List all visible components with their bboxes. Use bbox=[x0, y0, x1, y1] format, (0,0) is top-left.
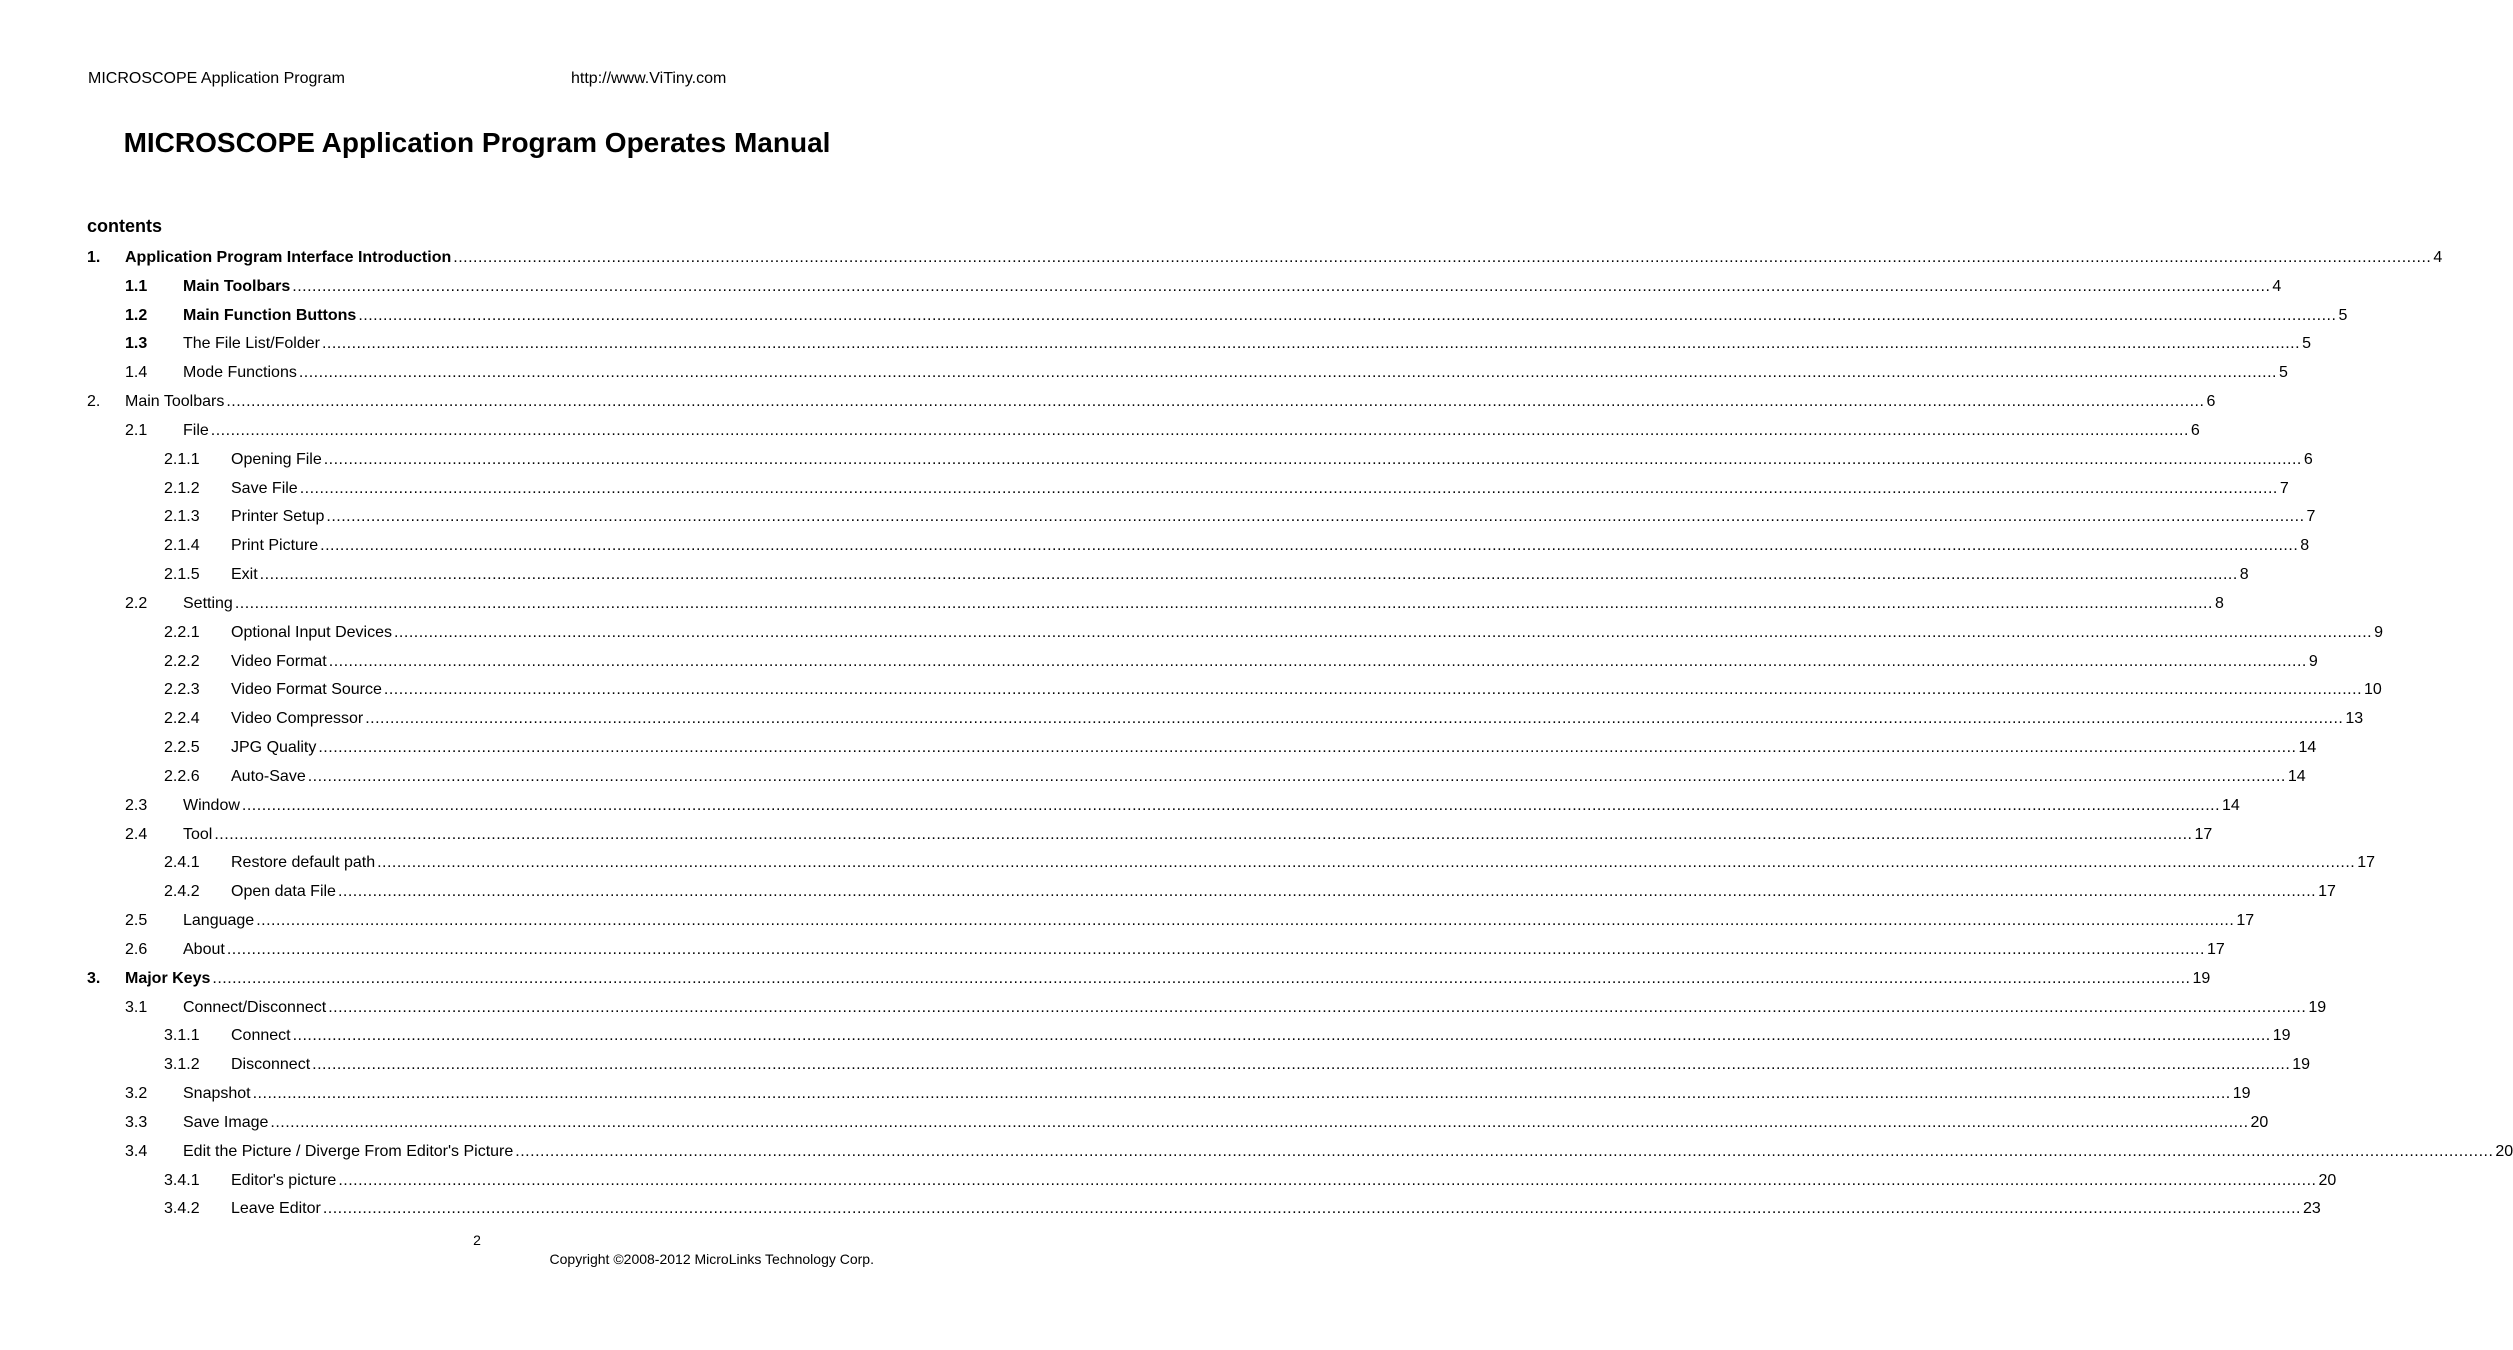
toc-entry[interactable] bbox=[0, 907, 2255, 936]
toc-leader-dots: ................................................................................................................................................................................................................................................................................................................................................................................................................ bbox=[292, 1027, 2271, 1045]
toc-entry-label: Save File bbox=[231, 479, 298, 497]
toc-entry-label: File bbox=[183, 421, 209, 439]
toc-leader-dots: ................................................................................................................................................................................................................................................................................................................................................................................................................ bbox=[338, 1171, 2317, 1189]
toc-leader-dots: ................................................................................................................................................................................................................................................................................................................................................................................................................ bbox=[383, 681, 2363, 699]
toc-entry[interactable] bbox=[0, 792, 2240, 821]
toc-entry-page: 14 bbox=[2287, 767, 2306, 785]
toc-entry-number: 2.1.5 bbox=[164, 566, 200, 584]
running-header-url[interactable]: http://www.ViTiny.com bbox=[571, 70, 727, 87]
toc-entry-page: 17 bbox=[2236, 912, 2255, 930]
toc-entry[interactable] bbox=[0, 532, 2310, 561]
toc-entry[interactable] bbox=[0, 849, 2376, 878]
toc-entry-number: 2.2.3 bbox=[164, 681, 200, 699]
toc-entry-label: Print Picture bbox=[231, 537, 319, 555]
toc-entry-page: 8 bbox=[2214, 594, 2224, 612]
toc-entry-page: 4 bbox=[2433, 249, 2443, 266]
toc-entry-label: Restore default path bbox=[231, 854, 376, 872]
toc-entry-label: Video Format Source bbox=[231, 681, 382, 699]
toc-entry[interactable] bbox=[0, 648, 2318, 677]
toc-entry-link[interactable] bbox=[231, 503, 2316, 532]
toc-leader-dots: ................................................................................................................................................................................................................................................................................................................................................................................................................ bbox=[312, 1056, 2291, 1074]
toc-entry-link[interactable] bbox=[231, 705, 2364, 734]
toc-entry-link[interactable] bbox=[125, 388, 2216, 417]
toc-leader-dots: ................................................................................................................................................................................................................................................................................................................................................................................................................ bbox=[365, 710, 2344, 728]
toc-entry-number: 3.2 bbox=[125, 1085, 148, 1103]
toc-entry-link[interactable] bbox=[183, 302, 2348, 331]
toc-entry-number: 2.5 bbox=[125, 912, 148, 930]
toc-entry[interactable] bbox=[0, 417, 2200, 446]
toc-entry[interactable] bbox=[0, 561, 2249, 590]
toc-leader-dots: ................................................................................................................................................................................................................................................................................................................................................................................................................ bbox=[256, 912, 2235, 930]
toc-entry-number: 2.2.1 bbox=[164, 623, 200, 641]
toc-entry-link[interactable] bbox=[231, 475, 2289, 504]
toc-entry-link[interactable] bbox=[125, 965, 2211, 994]
toc-entry-page: 6 bbox=[2206, 393, 2216, 411]
toc-entry-number: 2.4 bbox=[125, 825, 148, 843]
page-number: 2 bbox=[473, 1232, 481, 1248]
toc-entry[interactable] bbox=[0, 1022, 2291, 1051]
toc-entry-page: 14 bbox=[2222, 796, 2240, 814]
toc-entry-number: 3.4.1 bbox=[164, 1171, 200, 1189]
toc-entry-page: 10 bbox=[2364, 681, 2382, 699]
toc-entry-link[interactable] bbox=[231, 1022, 2291, 1051]
toc-leader-dots: ................................................................................................................................................................................................................................................................................................................................................................................................................ bbox=[318, 739, 2297, 757]
toc-entry-label: Main Function Buttons bbox=[183, 306, 357, 324]
toc-entry-label: About bbox=[183, 940, 225, 958]
toc-leader-dots: ................................................................................................................................................................................................................................................................................................................................................................................................................ bbox=[322, 1200, 2301, 1218]
toc-entry-label: Optional Input Devices bbox=[231, 623, 392, 641]
toc-entry-link[interactable] bbox=[183, 417, 2200, 446]
toc-entry-label: Exit bbox=[231, 566, 258, 584]
toc-entry-link[interactable] bbox=[231, 1051, 2311, 1080]
toc-entry[interactable] bbox=[0, 763, 2306, 792]
toc-entry-link[interactable] bbox=[183, 792, 2240, 821]
toc-entry-label: Opening File bbox=[231, 450, 322, 468]
toc-entry-page: 17 bbox=[2318, 883, 2336, 901]
toc-entry-number: 3.3 bbox=[125, 1113, 148, 1131]
toc-entry-label: Snapshot bbox=[183, 1085, 251, 1103]
toc-entry-page: 23 bbox=[2302, 1200, 2321, 1218]
toc-entry[interactable] bbox=[0, 273, 2282, 302]
toc-entry[interactable] bbox=[0, 619, 2384, 648]
toc-entry-page: 9 bbox=[2374, 623, 2384, 641]
toc-leader-dots: ................................................................................................................................................................................................................................................................................................................................................................................................................ bbox=[252, 1085, 2231, 1103]
toc-entry[interactable] bbox=[0, 475, 2289, 504]
toc-entry-number: 2.3 bbox=[125, 796, 148, 814]
toc-leader-dots: ................................................................................................................................................................................................................................................................................................................................................................................................................ bbox=[320, 537, 2299, 555]
toc-entry-link[interactable] bbox=[183, 907, 2255, 936]
toc-entry-page: 7 bbox=[2279, 479, 2289, 497]
toc-entry-number: 2.1.3 bbox=[164, 508, 200, 526]
toc-entry[interactable] bbox=[0, 446, 2313, 475]
toc-entry-page: 14 bbox=[2298, 739, 2317, 757]
toc-entry-link[interactable] bbox=[231, 1167, 2337, 1196]
toc-entry-label: Major Keys bbox=[125, 969, 211, 987]
toc-entry[interactable] bbox=[0, 1051, 2311, 1080]
toc-entry-label: Disconnect bbox=[231, 1056, 311, 1074]
toc-entry-label: Window bbox=[183, 796, 240, 814]
toc-entry-link[interactable] bbox=[231, 849, 2376, 878]
toc-leader-dots: ................................................................................................................................................................................................................................................................................................................................................................................................................ bbox=[292, 277, 2271, 295]
toc-entry-page: 7 bbox=[2306, 508, 2316, 526]
toc-entry-link[interactable] bbox=[231, 878, 2336, 907]
toc-entry-number: 2.1 bbox=[125, 421, 148, 439]
toc-leader-dots: ................................................................................................................................................................................................................................................................................................................................................................................................................ bbox=[515, 1142, 2494, 1160]
toc-entry-label: Mode Functions bbox=[183, 364, 297, 382]
toc-leader-dots: ................................................................................................................................................................................................................................................................................................................................................................................................................ bbox=[307, 767, 2286, 785]
toc-entry-page: 19 bbox=[2192, 969, 2211, 987]
toc-entry[interactable] bbox=[0, 244, 2443, 273]
toc-leader-dots: ................................................................................................................................................................................................................................................................................................................................................................................................................ bbox=[358, 306, 2337, 324]
toc-entry-page: 5 bbox=[2278, 364, 2288, 382]
toc-entry[interactable] bbox=[0, 330, 2311, 359]
toc-entry-label: Main Toolbars bbox=[125, 393, 225, 411]
toc-entry-link[interactable] bbox=[183, 273, 2282, 302]
toc-entry-number: 3.1.1 bbox=[164, 1027, 200, 1045]
toc-entry-number: 1.2 bbox=[125, 306, 148, 324]
toc-leader-dots: ................................................................................................................................................................................................................................................................................................................................................................................................................ bbox=[323, 450, 2302, 468]
toc-entry-link[interactable] bbox=[231, 619, 2384, 648]
toc-entry-link[interactable] bbox=[183, 1080, 2251, 1109]
toc-entry-page: 6 bbox=[2303, 450, 2313, 468]
toc-entry-link[interactable] bbox=[183, 936, 2225, 965]
toc-entry-number: 1. bbox=[87, 249, 101, 266]
toc-entry[interactable] bbox=[0, 821, 2213, 850]
toc-entry-link[interactable] bbox=[183, 821, 2213, 850]
toc-entry-page: 17 bbox=[2206, 940, 2225, 958]
toc-entry-link[interactable] bbox=[231, 446, 2313, 475]
toc-entry-number: 1.1 bbox=[125, 277, 148, 295]
toc-entry-number: 2.2.2 bbox=[164, 652, 200, 670]
toc-entry-number: 2.6 bbox=[125, 940, 148, 958]
toc-entry-link[interactable] bbox=[231, 763, 2306, 792]
toc-entry-link[interactable] bbox=[183, 359, 2288, 388]
toc-entry-number: 3.4.2 bbox=[164, 1200, 200, 1218]
toc-entry-number: 1.3 bbox=[125, 335, 148, 353]
toc-entry-label: Setting bbox=[183, 594, 233, 612]
toc-entry-number: 2. bbox=[87, 393, 101, 411]
toc-leader-dots: ................................................................................................................................................................................................................................................................................................................................................................................................................ bbox=[377, 854, 2356, 872]
toc-entry-page: 4 bbox=[2272, 277, 2282, 295]
toc-entry[interactable] bbox=[0, 705, 2364, 734]
toc-leader-dots: ................................................................................................................................................................................................................................................................................................................................................................................................................ bbox=[393, 623, 2373, 641]
toc-entry[interactable] bbox=[0, 1109, 2269, 1138]
toc-entry-number: 2.4.1 bbox=[164, 854, 200, 872]
toc-entry-number: 3.1 bbox=[125, 998, 148, 1016]
toc-heading: contents bbox=[87, 216, 163, 236]
document-title: MICROSCOPE Application Program Operates Manual bbox=[123, 127, 831, 158]
toc-leader-dots: ................................................................................................................................................................................................................................................................................................................................................................................................................ bbox=[214, 825, 2193, 843]
toc-entry-link[interactable] bbox=[231, 676, 2382, 705]
toc-leader-dots: ................................................................................................................................................................................................................................................................................................................................................................................................................ bbox=[212, 969, 2191, 987]
toc-entry-page: 6 bbox=[2190, 421, 2200, 439]
toc-entry-label: Open data File bbox=[231, 883, 336, 901]
toc-entry[interactable] bbox=[0, 878, 2336, 907]
toc-entry-link[interactable] bbox=[231, 532, 2310, 561]
toc-leader-dots: ................................................................................................................................................................................................................................................................................................................................................................................................................ bbox=[337, 883, 2317, 901]
toc-entry-page: 20 bbox=[2250, 1113, 2269, 1131]
toc-entry-label: Edit the Picture / Diverge From Editor's Picture bbox=[183, 1142, 514, 1160]
toc-entry-number: 2.1.1 bbox=[164, 450, 200, 468]
toc-entry[interactable] bbox=[0, 1138, 2513, 1167]
toc-entry-page: 8 bbox=[2239, 566, 2249, 584]
toc-entry-link[interactable] bbox=[183, 994, 2327, 1023]
toc-leader-dots: ................................................................................................................................................................................................................................................................................................................................................................................................................ bbox=[321, 335, 2301, 353]
toc-entry-link[interactable] bbox=[125, 244, 2443, 273]
table-of-contents bbox=[0, 244, 2513, 1224]
toc-leader-dots: ................................................................................................................................................................................................................................................................................................................................................................................................................ bbox=[259, 566, 2238, 584]
toc-entry-label: Leave Editor bbox=[231, 1200, 321, 1218]
toc-entry-link[interactable] bbox=[231, 734, 2317, 763]
toc-leader-dots: ................................................................................................................................................................................................................................................................................................................................................................................................................ bbox=[326, 508, 2305, 526]
toc-entry-page: 20 bbox=[2318, 1171, 2337, 1189]
toc-entry[interactable] bbox=[0, 388, 2216, 417]
toc-leader-dots: ................................................................................................................................................................................................................................................................................................................................................................................................................ bbox=[210, 421, 2189, 439]
toc-entry-page: 17 bbox=[2357, 854, 2376, 872]
toc-entry-number: 2.1.4 bbox=[164, 537, 200, 555]
toc-entry-label: Video Format bbox=[231, 652, 327, 670]
toc-leader-dots: ................................................................................................................................................................................................................................................................................................................................................................................................................ bbox=[298, 364, 2277, 382]
toc-entry-page: 19 bbox=[2272, 1027, 2291, 1045]
toc-entry[interactable] bbox=[0, 503, 2316, 532]
toc-entry-label: Main Toolbars bbox=[183, 277, 291, 295]
toc-leader-dots: ................................................................................................................................................................................................................................................................................................................................................................................................................ bbox=[453, 249, 2432, 266]
toc-entry-link[interactable] bbox=[231, 1195, 2321, 1224]
toc-entry-link[interactable] bbox=[183, 590, 2224, 619]
toc-leader-dots: ................................................................................................................................................................................................................................................................................................................................................................................................................ bbox=[328, 652, 2307, 670]
toc-entry-number: 2.4.2 bbox=[164, 883, 200, 901]
toc-entry-label: Printer Setup bbox=[231, 508, 325, 526]
toc-entry-link[interactable] bbox=[183, 1109, 2269, 1138]
toc-entry-number: 3.1.2 bbox=[164, 1056, 200, 1074]
toc-entry-page: 13 bbox=[2345, 710, 2364, 728]
toc-entry-number: 2.2 bbox=[125, 594, 148, 612]
copyright-notice: Copyright ©2008-2012 MicroLinks Technology Corp. bbox=[549, 1251, 874, 1267]
toc-leader-dots: ................................................................................................................................................................................................................................................................................................................................................................................................................ bbox=[226, 940, 2205, 958]
toc-entry-label: Auto-Save bbox=[231, 767, 306, 785]
toc-entry-page: 19 bbox=[2292, 1056, 2311, 1074]
toc-entry-page: 19 bbox=[2232, 1085, 2251, 1103]
toc-entry-label: JPG Quality bbox=[231, 739, 317, 757]
toc-entry[interactable] bbox=[0, 734, 2317, 763]
toc-entry-label: Connect/Disconnect bbox=[183, 998, 327, 1016]
toc-entry-number: 3.4 bbox=[125, 1142, 148, 1160]
toc-entry-page: 8 bbox=[2300, 537, 2310, 555]
toc-entry-page: 19 bbox=[2308, 998, 2327, 1016]
toc-entry-page: 5 bbox=[2338, 306, 2348, 324]
toc-entry[interactable] bbox=[0, 676, 2382, 705]
toc-entry-label: The File List/Folder bbox=[183, 335, 320, 353]
toc-leader-dots: ................................................................................................................................................................................................................................................................................................................................................................................................................ bbox=[241, 796, 2221, 814]
toc-entry-link[interactable] bbox=[183, 1138, 2513, 1167]
toc-entry-label: Language bbox=[183, 912, 255, 930]
toc-entry-link[interactable] bbox=[183, 330, 2311, 359]
toc-entry-label: Application Program Interface Introduction bbox=[125, 249, 452, 266]
toc-entry[interactable] bbox=[0, 359, 2288, 388]
toc-entry[interactable] bbox=[0, 965, 2211, 994]
toc-entry-label: Editor's picture bbox=[231, 1171, 337, 1189]
toc-entry[interactable] bbox=[0, 1080, 2251, 1109]
toc-entry[interactable] bbox=[0, 590, 2224, 619]
toc-entry[interactable] bbox=[0, 1167, 2337, 1196]
toc-entry-number: 2.2.5 bbox=[164, 739, 200, 757]
toc-entry-label: Connect bbox=[231, 1027, 291, 1045]
toc-entry-number: 1.4 bbox=[125, 364, 148, 382]
running-header-title: MICROSCOPE Application Program bbox=[88, 70, 345, 87]
toc-entry[interactable] bbox=[0, 936, 2225, 965]
toc-entry-page: 17 bbox=[2194, 825, 2213, 843]
toc-entry[interactable] bbox=[0, 1195, 2321, 1224]
toc-entry-link[interactable] bbox=[231, 648, 2318, 677]
toc-entry-number: 2.2.4 bbox=[164, 710, 200, 728]
toc-entry-number: 3. bbox=[87, 969, 101, 987]
toc-entry-label: Tool bbox=[183, 825, 213, 843]
toc-entry-link[interactable] bbox=[231, 561, 2249, 590]
toc-entry-number: 2.1.2 bbox=[164, 479, 200, 497]
toc-leader-dots: ................................................................................................................................................................................................................................................................................................................................................................................................................ bbox=[328, 998, 2307, 1016]
toc-entry-number: 2.2.6 bbox=[164, 767, 200, 785]
toc-entry-page: 5 bbox=[2302, 335, 2311, 353]
toc-entry-label: Video Compressor bbox=[231, 710, 364, 728]
toc-leader-dots: ................................................................................................................................................................................................................................................................................................................................................................................................................ bbox=[226, 393, 2205, 411]
toc-entry[interactable] bbox=[0, 302, 2348, 331]
toc-entry-page: 20 bbox=[2495, 1142, 2513, 1160]
toc-leader-dots: ................................................................................................................................................................................................................................................................................................................................................................................................................ bbox=[299, 479, 2278, 497]
toc-entry-label: Save Image bbox=[183, 1113, 269, 1131]
toc-entry-page: 9 bbox=[2308, 652, 2318, 670]
toc-leader-dots: ................................................................................................................................................................................................................................................................................................................................................................................................................ bbox=[234, 594, 2213, 612]
toc-entry[interactable] bbox=[0, 994, 2327, 1023]
toc-leader-dots: ................................................................................................................................................................................................................................................................................................................................................................................................................ bbox=[270, 1113, 2249, 1131]
